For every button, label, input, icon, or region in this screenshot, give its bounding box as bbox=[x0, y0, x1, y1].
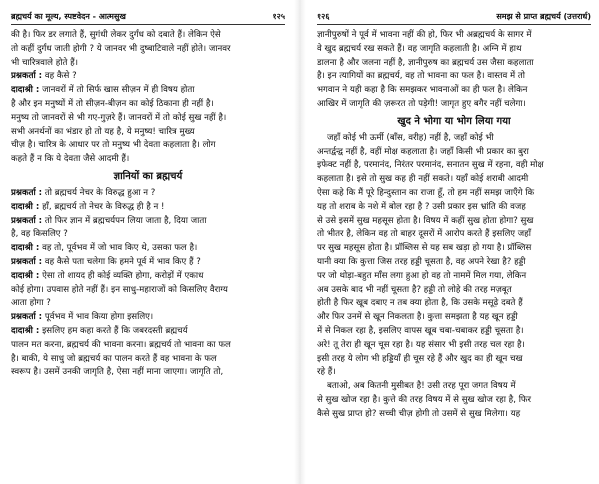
speaker-label: दादाश्री : bbox=[11, 325, 40, 336]
paragraph-line: भी चारित्रवाले होते हैं। bbox=[11, 57, 78, 68]
speaker-label: दादाश्री : bbox=[11, 243, 40, 254]
paragraph-line: से उसे इसमें सुख महसूस होता है। विषय में कहीं सुख होता होगा? सुख bbox=[317, 215, 534, 226]
dialogue-continuation bbox=[11, 98, 285, 112]
paragraph-line: में से निकल रहा है, इसलिए वापस खूब चबा-चबाकर हड्डी चूसता है। bbox=[317, 325, 524, 336]
dialogue-text: कहते हैं न कि ये देवता जैसे आदमी हैं। bbox=[11, 154, 130, 165]
paragraph-line: बताओ, अब कितनी मुसीबत है! उसी तरह पूरा जगत विषय में bbox=[327, 381, 516, 392]
page-number: १२६ bbox=[317, 12, 330, 21]
dialogue-text: चीज़ है। चारित्र के आधार पर तो मनुष्य भी देवता कहलाता है। लोग bbox=[11, 140, 216, 151]
dialogue-line bbox=[11, 270, 285, 284]
section-heading: खुद ने भोगा या भोग लिया गया bbox=[397, 115, 511, 127]
paragraph-line: कैसे सुख प्राप्त हो? सच्ची चीज़ होगी तो उसमें से सुख मिलेगा। यह bbox=[317, 408, 521, 419]
dialogue-continuation bbox=[11, 126, 285, 140]
paragraph-line: रहे हैं। bbox=[317, 367, 336, 378]
running-title: समझ से प्राप्त ब्रह्मचर्य (उत्तरार्ध) bbox=[496, 12, 591, 21]
dialogue-text: सभी अनर्थनों का भंडार हो तो यह है, ये मनुष्य! चारित्र मुख्य bbox=[11, 126, 195, 137]
left-page bbox=[0, 0, 291, 484]
paragraph-line: भगवान ने यही कहा है कि समझकर भावनाओं का ही फल है। लेकिन bbox=[317, 85, 528, 96]
paragraph-line: कहलाता है। इसे तो सुख कह ही नहीं सकते। यहाँ कोई शराबी आदमी bbox=[317, 174, 529, 185]
dialogue-line bbox=[11, 242, 285, 256]
paragraph-line: पर जो थोड़ा-बहुत माँस लगा हुआ हो वह तो नाममें मिल गया, लेकिन bbox=[317, 270, 527, 281]
dialogue-text: जानवरों में तो सिर्फ खास सीज़न में ही विषय होता bbox=[42, 85, 195, 96]
dialogue-continuation bbox=[11, 112, 285, 126]
paragraph-line: पर सुख महसूस होता है। प्रॉब्लिस से यह सब खड़ा हो गया है। प्रॉब्लिस bbox=[317, 243, 532, 254]
dialogue-line bbox=[11, 256, 285, 270]
speaker-label: दादाश्री : bbox=[11, 85, 40, 96]
dialogue-continuation bbox=[11, 153, 285, 167]
dialogue-continuation bbox=[11, 284, 285, 298]
paragraph-line: की है। फिर डर लगाते हैं, सुगंधी लेकर दुर्गंध को दबाते हैं। लेकिन ऐसे bbox=[11, 30, 221, 40]
paragraph-line: से सुख खोज रहा है। कुत्ते की तरह विषय में से सुख खोज रहा है, फिर bbox=[317, 394, 532, 405]
dialogue-text: इसलिए हम कहा करते हैं कि जबरदस्ती ब्रह्मचर्य bbox=[42, 325, 188, 336]
dialogue-text: ऐसा तो शायद ही कोई व्यक्ति होगा, करोड़ों में एकाध bbox=[42, 270, 204, 281]
page-header bbox=[317, 12, 591, 25]
running-title: ब्रह्मचर्य का मूल्य, स्पष्टवेदन - आत्मसुख bbox=[11, 12, 126, 21]
dialogue-continuation bbox=[11, 353, 285, 367]
paragraph-line: यानी क्या कि कुत्ता जिस तरह हड्डी चूसता है, वह अपने रेखा है? हड्डी bbox=[317, 256, 526, 267]
page-number: १२५ bbox=[272, 12, 285, 21]
paragraph-line: आखिर में जागृति की ज़रूरत तो पड़ेगी! जागृत हुए बगैर नहीं चलेगा। bbox=[317, 98, 526, 109]
dialogue-continuation bbox=[11, 366, 285, 380]
speaker-label: दादाश्री : bbox=[11, 270, 40, 281]
speaker-label: प्रश्नकर्ता : bbox=[11, 71, 43, 82]
dialogue-line bbox=[11, 311, 285, 325]
dialogue-continuation bbox=[11, 228, 285, 242]
dialogue-text: मनुष्य तो जानवरों से भी गए-गुज़रे हैं। जानवरों में तो कोई सुख नहीं है। bbox=[11, 112, 227, 123]
speaker-label: प्रश्नकर्ता : bbox=[11, 312, 43, 323]
dialogue-text: वह तो, पूर्वभव में जो भाव किए थे, उसका फल है। bbox=[42, 243, 198, 254]
dialogue-continuation bbox=[11, 297, 285, 311]
speaker-label: प्रश्नकर्ता : bbox=[11, 256, 43, 267]
paragraph-line: अन्तर्द्वन्द्व नहीं है, वहीं मोक्ष कहलाता है। जहाँ किसी भी प्रकार का बुरा bbox=[317, 146, 529, 157]
dialogue-line bbox=[11, 201, 285, 215]
section-heading: ज्ञानियों का ब्रह्मचर्य bbox=[113, 170, 183, 182]
paragraph-line: अब उसके बाद भी नहीं चूसता है? हड्डी तो लोहे की तरह मज़बूत bbox=[317, 284, 512, 295]
dialogue-text: है। बाकी, ये साधु जो ब्रह्मचर्य का पालन करते हैं वह भावना के फल bbox=[11, 353, 217, 364]
dialogue-text: तो ब्रह्मचर्य नेचर के विरुद्ध हुआ न ? bbox=[44, 187, 156, 198]
dialogue-text: आता होगा ? bbox=[11, 298, 51, 309]
page-header bbox=[11, 12, 285, 25]
dialogue-text: है और इन मनुष्यों में तो सीज़न-बीज़न का कोई ठिकाना ही नहीं है। bbox=[11, 98, 214, 109]
paragraph-line: इसी तरह ये लोग भी हड्डियाँ ही चूस रहे हैं और खुद का ही खून चख bbox=[317, 353, 523, 364]
dialogue-line bbox=[11, 84, 285, 98]
paragraph-line: डालना है और जलना नहीं है, ज्ञानीपुरुष का ब्रह्मचर्य उस जैसा कहलाता bbox=[317, 57, 534, 68]
paragraph-line: है। इन त्यागियों का ब्रह्मचर्य, वह तो भावना का फल है। वास्तव में तो bbox=[317, 71, 525, 82]
dialogue-text: पालन मत करना, ब्रह्मचर्य की भावना करना। ब्रह्मचर्य तो भावना का फल bbox=[11, 339, 231, 350]
right-page bbox=[309, 0, 599, 484]
paragraph-line: तो कहीं दुर्गंध जाती होगी ? ये जानवर भी दुष्बाटिवाले नहीं होते। जानवर bbox=[11, 43, 231, 54]
dialogue-line bbox=[11, 215, 285, 229]
paragraph-line: ज्ञानीपुरुषों ने पूर्व में भावना नहीं की हो, फिर भी अब्रह्मचर्य के सागर में bbox=[317, 30, 532, 40]
paragraph-line: और फिर उनमें से खून निकलता है। कुत्ता समझता है यह खून हड्डी bbox=[317, 312, 518, 323]
dialogue-text: वह कैसे ? bbox=[44, 71, 77, 82]
paragraph-line: इफेक्ट नहीं है, परमानंद, निरंतर परमानंद, सनातन सुख में रहना, वही मोक्ष bbox=[317, 160, 544, 171]
paragraph-line: जहाँ कोई भी ऊर्मी (बाँस, वरीह) नहीं है, जहाँ कोई भी bbox=[327, 132, 494, 143]
dialogue-text: वह कैसे पता चलेगा कि हमने पूर्व में भाव किए हैं ? bbox=[44, 256, 201, 267]
dialogue-text: तो फिर ज्ञान में ब्रह्मचर्यपन लिया जाता है, दिया जाता bbox=[44, 215, 207, 226]
dialogue-continuation bbox=[11, 139, 285, 153]
dialogue-text: पूर्वभव में भाव किया होगा इसलिए। bbox=[44, 312, 154, 323]
dialogue-line bbox=[11, 70, 285, 84]
paragraph-line: वे खुद ब्रह्मचर्य रख सकते हैं। वह जागृति कहलाती है। अग्नि में हाथ bbox=[317, 43, 522, 54]
paragraph-line: ऐसा कहे कि मैं पूरे हिन्दुस्तान का राजा हूँ, तो हम नहीं समझ जाएँगे कि bbox=[317, 187, 535, 198]
dialogue-continuation bbox=[11, 339, 285, 353]
dialogue-text: कोई होगा। उपवास होते नहीं हैं। इन साधु-महाराजों को किसलिए वैराग्य bbox=[11, 284, 228, 295]
page-body bbox=[317, 29, 591, 422]
book-gutter bbox=[294, 0, 306, 484]
paragraph-line: अरे! तू तेरा ही खून चूस रहा है। यह संसार भी इसी तरह चल रहा है। bbox=[317, 339, 525, 350]
paragraph-line: यह तो शराब के नशे में बोल रहा है ? उसी प्रकार इस भ्रांति की वजह bbox=[317, 201, 526, 212]
page-body bbox=[11, 29, 285, 380]
speaker-label: प्रश्नकर्ता : bbox=[11, 215, 43, 226]
speaker-label: दादाश्री : bbox=[11, 201, 40, 212]
dialogue-line bbox=[11, 187, 285, 201]
dialogue-text: स्वरूप है। उसमें उनकी जागृति है, ऐसा नहीं माना जाएगा। जागृति तो, bbox=[11, 367, 224, 378]
paragraph-line: तो भीतर है, लेकिन वह तो बाहर दूसरों में आरोप करते हैं इसलिए जहाँ bbox=[317, 229, 531, 240]
speaker-label: प्रश्नकर्ता : bbox=[11, 187, 43, 198]
dialogue-line bbox=[11, 325, 285, 339]
dialogue-text: है, वह किसलिए ? bbox=[11, 229, 68, 240]
dialogue-text: हाँ, ब्रह्मचर्य तो नेचर के विरुद्ध ही है न ! bbox=[42, 201, 165, 212]
paragraph-line: होती है फिर खूब दबाए न तब क्या होता है, कि उसके मसूढ़े दबते हैं bbox=[317, 298, 523, 309]
